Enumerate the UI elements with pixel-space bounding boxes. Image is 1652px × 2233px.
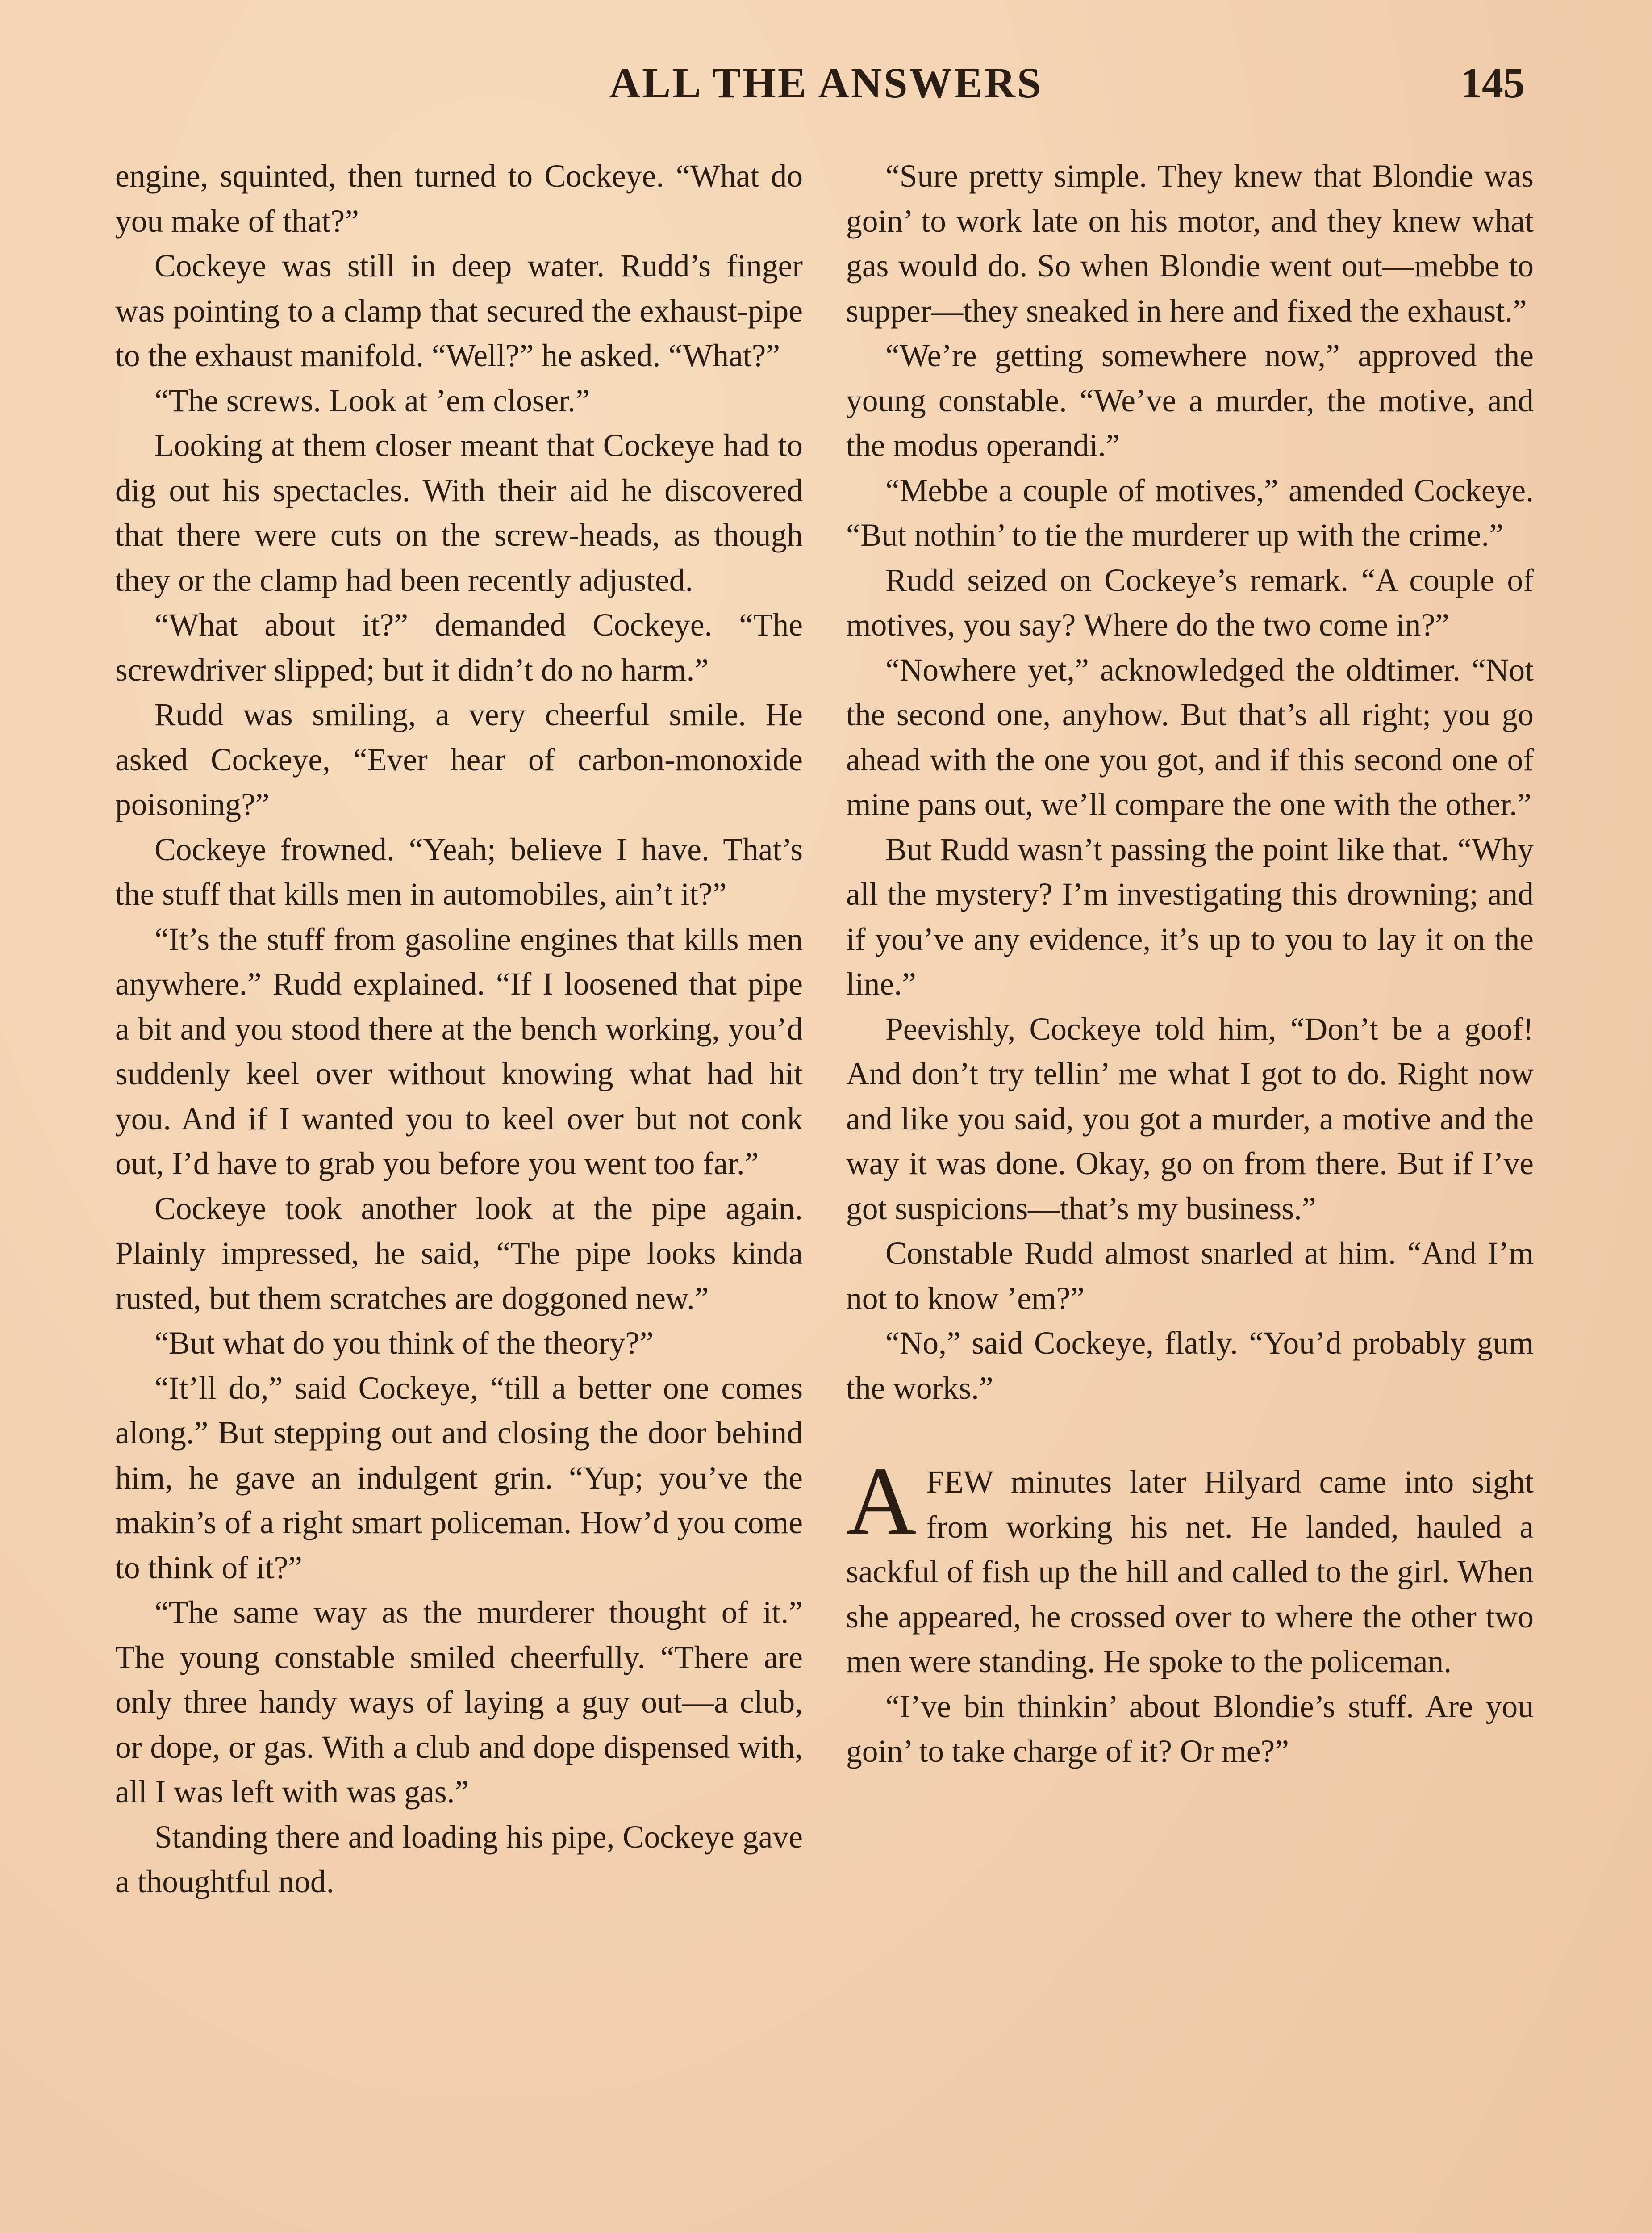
paragraph: But Rudd wasn’t passing the point like that. “Why all the mystery? I’m investigating this drowning; and if you’ve any evidence, it’s up to you to lay it on the line.” (846, 832, 1534, 1002)
left-column (115, 154, 803, 1905)
paragraph: Standing there and loading his pipe, Cockeye gave a thoughtful nod. (115, 1819, 803, 1899)
paragraph: “The screws. Look at ’em closer.” (154, 383, 590, 418)
paragraph: Rudd was smiling, a very cheerful smile. He asked Cockeye, “Ever hear of carbon-monoxide poisoning?” (115, 697, 803, 822)
paragraph: Cockeye frowned. “Yeah; believe I have. That’s the stuff that kills men in automobiles, ain’t it?” (115, 832, 803, 912)
paragraph: “Sure pretty simple. They knew that Blondie was goin’ to work late on his motor, and they knew what gas would do. So when Blondie went out—mebbe to supper—they sneaked in here and fixed the exhaust.” (846, 159, 1534, 329)
paragraph: “It’ll do,” said Cockeye, “till a better one comes along.” But stepping out and closing the door behind him, he gave an indulgent grin. “Yup; you’ve the makin’s of a right smart policeman. How’d you come to think of it?” (115, 1370, 803, 1585)
section-opening-text: FEW minutes later Hilyard came into sight from working his net. He landed, hauled a sackful of fish up the hill and called to the girl. When she appeared, he crossed over to where the other two men were standing. He spoke to the policeman. (846, 1464, 1534, 1679)
paragraph: “I’ve bin thinkin’ about Blondie’s stuff. Are you goin’ to take charge of it? Or me?” (846, 1689, 1534, 1769)
paragraph: “We’re getting somewhere now,” approved the young constable. “We’ve a murder, the motive, and the modus operandi.” (846, 338, 1534, 463)
paragraph: “But what do you think of the theory?” (154, 1326, 654, 1361)
paragraph: “The same way as the murderer thought of it.” The young constable smiled cheerfully. “There are only three handy ways of laying a guy out—a club, or dope, or gas. With a club and dope dispensed with, all I was left with was gas.” (115, 1595, 803, 1810)
right-column (846, 154, 1534, 1774)
paragraph: Constable Rudd almost snarled at him. “And I’m not to know ’em?” (846, 1236, 1534, 1316)
paragraph: Peevishly, Cockeye told him, “Don’t be a goof! And don’t try tellin’ me what I got to do. Right now and like you said, you got a murder, a motive and the way it was done. Okay, go on from there. But if I’ve got suspicions—that’s my business.” (846, 1011, 1534, 1226)
paragraph: “No,” said Cockeye, flatly. “You’d probably gum the works.” (846, 1326, 1534, 1406)
drop-cap: A (846, 1447, 917, 1555)
paragraph: “It’s the stuff from gasoline engines that kills men anywhere.” Rudd explained. “If I loosened that pipe a bit and you stood there at the bench working, you’d suddenly keel over without knowing what had hit you. And if I wanted you to keel over but not conk out, I’d have to grab you before you went too far.” (115, 921, 803, 1181)
paragraph: Rudd seized on Cockeye’s remark. “A couple of motives, you say? Where do the two come in?” (846, 562, 1534, 643)
paragraph: “Mebbe a couple of motives,” amended Cockeye. “But nothin’ to tie the murderer up with the crime.” (846, 473, 1534, 553)
page-number: 145 (1460, 59, 1525, 107)
chapter-title: ALL THE ANSWERS (609, 59, 1043, 107)
running-header (0, 58, 1652, 125)
paragraph: Cockeye took another look at the pipe again. Plainly impressed, he said, “The pipe looks kinda rusted, but them scratches are doggoned new.” (115, 1191, 803, 1316)
section-opening-paragraph (846, 1447, 1534, 1685)
paragraph: Cockeye was still in deep water. Rudd’s finger was pointing to a clamp that secured the exhaust-pipe to the exhaust manifold. “Well?” he asked. “What?” (115, 248, 803, 373)
paragraph: Looking at them closer meant that Cockeye had to dig out his spectacles. With their aid he discovered that there were cuts on the screw-heads, as though they or the clamp had been recently adjusted. (115, 428, 803, 598)
paragraph: engine, squinted, then turned to Cockeye. “What do you make of that?” (115, 159, 803, 239)
paragraph: “Nowhere yet,” acknowledged the oldtimer. “Not the second one, anyhow. But that’s all right; you go ahead with the one you got, and if this second one of mine pans out, we’ll compare the one with the other.” (846, 652, 1534, 822)
paragraph: “What about it?” demanded Cockeye. “The screwdriver slipped; but it didn’t do no harm.” (115, 607, 803, 688)
